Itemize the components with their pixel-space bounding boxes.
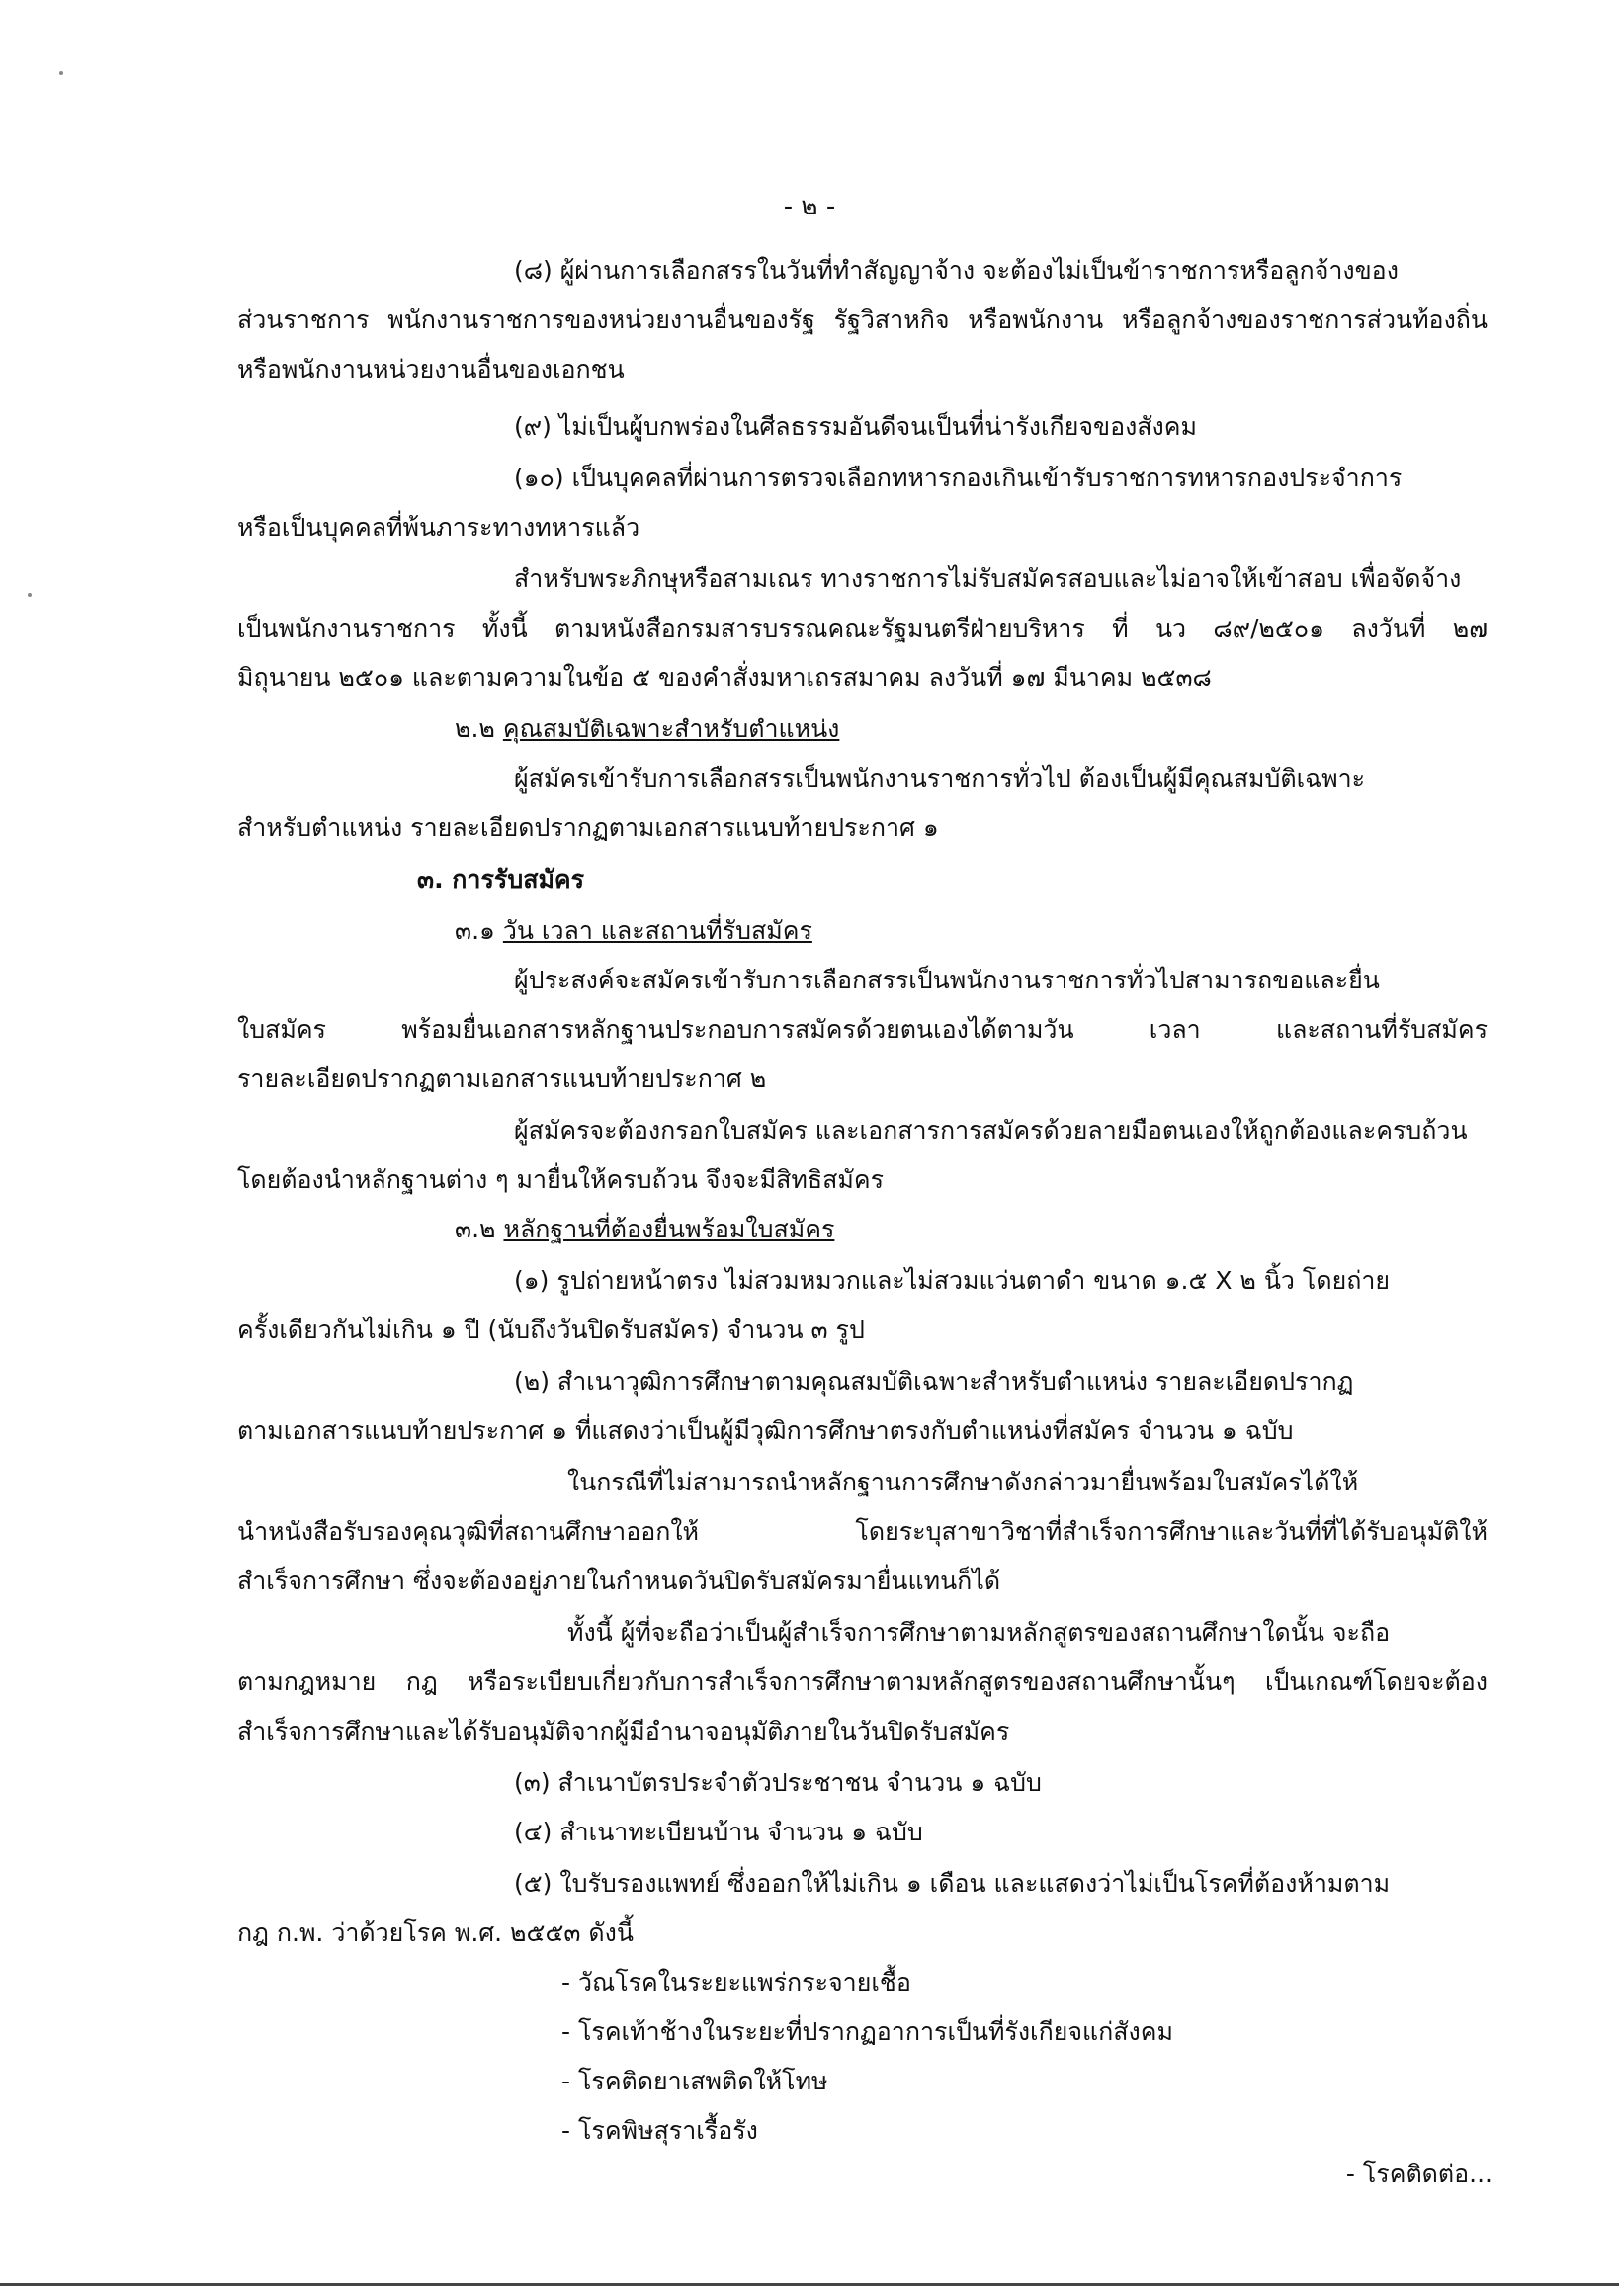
item-10-line-1: (๑๐) เป็นบุคคลที่ผ่านการตรวจเลือกทหารกองเกินเข้ารับราชการทหารกองประจำการ xyxy=(514,464,1403,492)
item-8-line-2: ส่วนราชการ พนักงานราชการของหน่วยงานอื่นของรัฐ รัฐวิสาหกิจ หรือพนักงาน หรือลูกจ้างของราชการส่วนท้องถิ่น xyxy=(237,305,1488,334)
section-3-1-line-5: โดยต้องนำหลักฐานต่าง ๆ มายื่นให้ครบถ้วน จึงจะมีสิทธิสมัคร xyxy=(237,1165,885,1194)
section-2-2-line-1: ผู้สมัครเข้ารับการเลือกสรรเป็นพนักงานราชการทั่วไป ต้องเป็นผู้มีคุณสมบัติเฉพาะ xyxy=(514,764,1366,793)
item-10-line-2: หรือเป็นบุคคลที่พ้นภาระทางทหารแล้ว xyxy=(237,513,640,542)
doc-1-line-2: ครั้งเดียวกันไม่เกิน ๑ ปี (นับถึงวันปิดรับสมัคร) จำนวน ๓ รูป xyxy=(237,1316,865,1344)
section-2-2-title: คุณสมบัติเฉพาะสำหรับตำแหน่ง xyxy=(502,715,840,743)
monk-note-line-2: เป็นพนักงานราชการ ทั้งนี้ ตามหนังสือกรมสารบรรณคณะรัฐมนตรีฝ่ายบริหาร ที่ นว ๘๙/๒๕๐๑ ลงวันที่ ๒๗ xyxy=(237,614,1488,642)
section-3-1-line-1: ผู้ประสงค์จะสมัครเข้ารับการเลือกสรรเป็นพนักงานราชการทั่วไปสามารถขอและยื่น xyxy=(514,966,1380,994)
doc-3: (๓) สำเนาบัตรประจำตัวประชาชน จำนวน ๑ ฉบับ xyxy=(514,1768,1042,1797)
disease-item: - วัณโรคในระยะแพร่กระจายเชื้อ xyxy=(561,1968,911,1997)
section-3-1-number: ๓.๑ xyxy=(455,916,503,945)
disease-item: - โรคติดยาเสพติดให้โทษ xyxy=(561,2067,828,2095)
monk-note-line-1: สำหรับพระภิกษุหรือสามเณร ทางราชการไม่รับสมัครสอบและไม่อาจให้เข้าสอบ เพื่อจัดจ้าง xyxy=(514,564,1462,593)
doc-2-line-8: สำเร็จการศึกษาและได้รับอนุมัติจากผู้มีอำนาจอนุมัติภายในวันปิดรับสมัคร xyxy=(237,1717,1010,1745)
section-3-1-line-4: ผู้สมัครจะต้องกรอกใบสมัคร และเอกสารการสมัครด้วยลายมือตนเองให้ถูกต้องและครบถ้วน xyxy=(514,1116,1468,1145)
scan-speck xyxy=(59,71,63,75)
disease-item: - โรคพิษสุราเรื้อรัง xyxy=(561,2116,758,2145)
scan-bottom-edge xyxy=(0,2283,1619,2286)
doc-5-line-2: กฎ ก.พ. ว่าด้วยโรค พ.ศ. ๒๕๕๓ ดังนี้ xyxy=(237,1918,634,1947)
scan-speck xyxy=(28,593,32,597)
disease-item: - โรคเท้าช้างในระยะที่ปรากฏอาการเป็นที่รังเกียจแก่สังคม xyxy=(561,2017,1173,2046)
section-2-2-line-2: สำหรับตำแหน่ง รายละเอียดปรากฏตามเอกสารแนบท้ายประกาศ ๑ xyxy=(237,813,939,842)
section-3-2-title: หลักฐานที่ต้องยื่นพร้อมใบสมัคร xyxy=(503,1215,835,1243)
item-8-line-1: (๘) ผู้ผ่านการเลือกสรรในวันที่ทำสัญญาจ้าง จะต้องไม่เป็นข้าราชการหรือลูกจ้างของ xyxy=(514,256,1399,285)
doc-2-line-1: (๒) สำเนาวุฒิการศึกษาตามคุณสมบัติเฉพาะสำหรับตำแหน่ง รายละเอียดปรากฏ xyxy=(514,1367,1354,1396)
continuation-footer: - โรคติดต่อ... xyxy=(1345,2160,1492,2188)
doc-2-line-6: ทั้งนี้ ผู้ที่จะถือว่าเป็นผู้สำเร็จการศึกษาตามหลักสูตรของสถานศึกษาใดนั้น จะถือ xyxy=(567,1618,1391,1647)
monk-note-line-3: มิถุนายน ๒๕๐๑ และตามความในข้อ ๕ ของคำสั่งมหาเถรสมาคม ลงวันที่ ๑๗ มีนาคม ๒๕๓๘ xyxy=(237,663,1212,692)
section-2-2-number: ๒.๒ xyxy=(455,715,503,743)
doc-1-line-1: (๑) รูปถ่ายหน้าตรง ไม่สวมหมวกและไม่สวมแว่นตาดำ ขนาด ๑.๕ X ๒ นิ้ว โดยถ่าย xyxy=(514,1266,1391,1295)
section-3-1-title: วัน เวลา และสถานที่รับสมัคร xyxy=(502,916,812,945)
page-number: - ๒ - xyxy=(783,192,836,221)
section-3-heading: ๓. การรับสมัคร xyxy=(417,865,585,893)
doc-2-line-2: ตามเอกสารแนบท้ายประกาศ ๑ ที่แสดงว่าเป็นผู้มีวุฒิการศึกษาตรงกับตำแหน่งที่สมัคร จำนวน ๑ ฉบับ xyxy=(237,1416,1294,1445)
section-3-1-heading xyxy=(455,913,812,949)
item-8-line-3: หรือพนักงานหน่วยงานอื่นของเอกชน xyxy=(237,355,625,383)
section-3-1-line-2: ใบสมัคร พร้อมยื่นเอกสารหลักฐานประกอบการสมัครด้วยตนเองได้ตามวัน เวลา และสถานที่รับสมัคร xyxy=(237,1015,1488,1044)
doc-2-line-7: ตามกฎหมาย กฎ หรือระเบียบเกี่ยวกับการสำเร็จการศึกษาตามหลักสูตรของสถานศึกษานั้นๆ เป็นเกณฑ์โดยจะต้อง xyxy=(237,1667,1488,1696)
section-2-2-heading xyxy=(455,712,839,747)
section-3-1-line-3: รายละเอียดปรากฏตามเอกสารแนบท้ายประกาศ ๒ xyxy=(237,1064,767,1093)
doc-5-line-1: (๕) ใบรับรองแพทย์ ซึ่งออกให้ไม่เกิน ๑ เดือน และแสดงว่าไม่เป็นโรคที่ต้องห้ามตาม xyxy=(514,1869,1391,1898)
doc-2-line-3: ในกรณีที่ไม่สามารถนำหลักฐานการศึกษาดังกล่าวมายื่นพร้อมใบสมัครได้ให้ xyxy=(567,1468,1359,1496)
doc-2-line-4: นำหนังสือรับรองคุณวุฒิที่สถานศึกษาออกให้ โดยระบุสาขาวิชาที่สำเร็จการศึกษาและวันที่ที่ได้รับอนุมัติให้ xyxy=(237,1517,1488,1546)
doc-2-line-5: สำเร็จการศึกษา ซึ่งจะต้องอยู่ภายในกำหนดวันปิดรับสมัครมายื่นแทนก็ได้ xyxy=(237,1567,1001,1595)
item-9: (๙) ไม่เป็นผู้บกพร่องในศีลธรรมอันดีจนเป็นที่น่ารังเกียจของสังคม xyxy=(514,412,1197,441)
section-3-2-number: ๓.๒ xyxy=(455,1215,504,1243)
doc-4: (๔) สำเนาทะเบียนบ้าน จำนวน ๑ ฉบับ xyxy=(514,1818,923,1846)
section-3-2-heading xyxy=(455,1212,834,1247)
